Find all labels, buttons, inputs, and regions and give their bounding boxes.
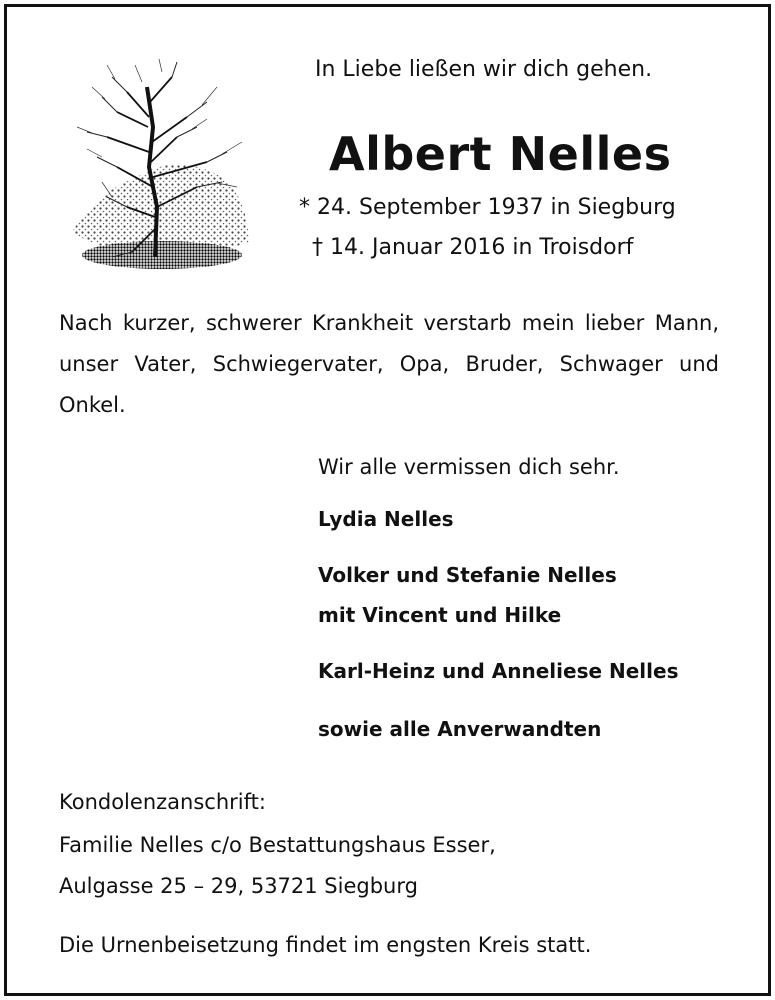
death-date: † 14. Januar 2016 in Troisdorf <box>312 235 634 260</box>
mourner-name: Karl-Heinz und Anneliese Nelles <box>318 659 679 683</box>
mourner-name: Volker und Stefanie Nelles <box>318 563 617 587</box>
mourner-name: Lydia Nelles <box>318 507 454 531</box>
mourner-name: sowie alle Anverwandten <box>318 717 602 741</box>
death-message: Nach kurzer, schwerer Krankheit verstarb mein lieber Mann, unser Vater, Schwiegervater, Opa, Bruder, Schwager und Onkel. <box>59 311 719 417</box>
miss-you-line: Wir alle vermissen dich sehr. <box>318 455 620 479</box>
deceased-name: Albert Nelles <box>329 127 672 181</box>
bare-tree-icon <box>57 57 257 287</box>
address-line: Familie Nelles c/o Bestattungshaus Esser, <box>59 833 496 857</box>
birth-date: * 24. September 1937 in Siegburg <box>299 195 676 220</box>
mourner-name: mit Vincent und Hilke <box>318 603 562 627</box>
intro-line: In Liebe ließen wir dich gehen. <box>315 57 653 82</box>
condolence-label: Kondolenzanschrift: <box>59 790 266 814</box>
address-line: Aulgasse 25 – 29, 53721 Siegburg <box>59 874 418 898</box>
obituary-notice <box>4 4 771 996</box>
closing-line: Die Urnenbeisetzung findet im engsten Kreis statt. <box>59 933 592 957</box>
